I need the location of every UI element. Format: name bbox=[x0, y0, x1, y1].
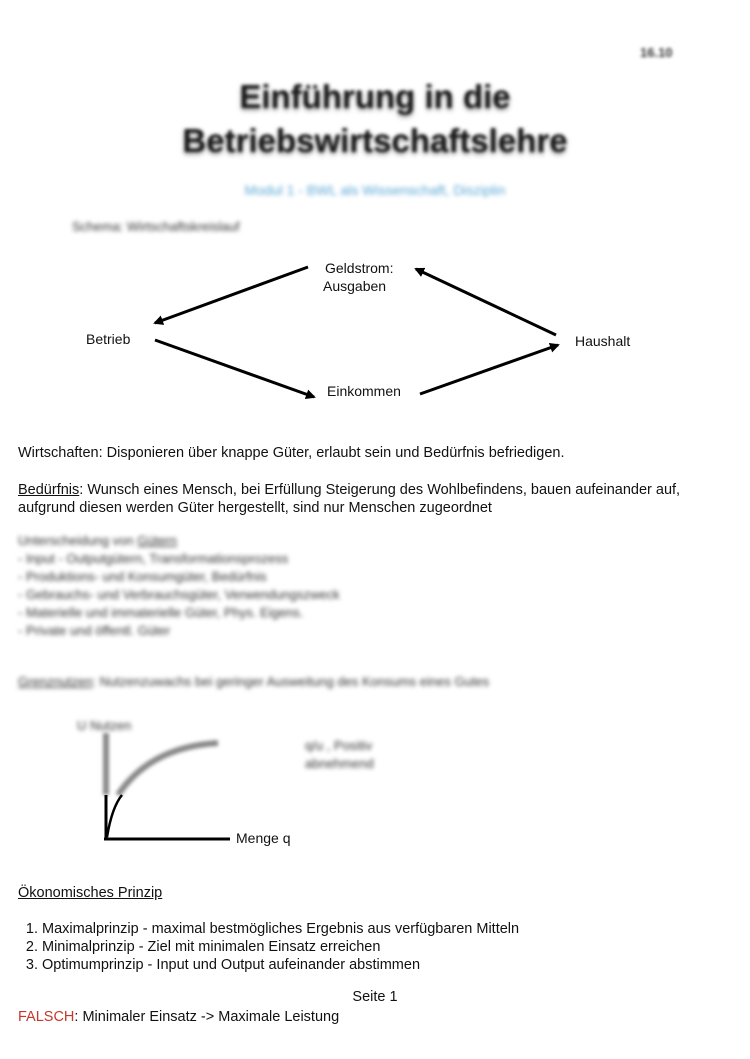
graph-note-line1: q/u , Positiv bbox=[305, 738, 373, 753]
graph-y-label: U Nutzen bbox=[77, 718, 132, 733]
page-number: Seite 1 bbox=[352, 989, 398, 1005]
arrow-to-einkommen bbox=[155, 340, 314, 397]
list-item: 1. Maximalprinzip - maximal bestmögliches Ergebnis aus verfügbaren Mitteln bbox=[42, 920, 730, 938]
page-title-line1: Einführung in die bbox=[239, 78, 511, 115]
schema-label: Schema: Wirtschaftskreislauf bbox=[72, 219, 240, 234]
arrow-to-betrieb bbox=[155, 267, 308, 323]
geldstrom-label bbox=[325, 259, 393, 295]
beduerfnis-term: Bedürfnis bbox=[18, 482, 80, 498]
list-item: - Produktions- und Konsumgüter, Bedürfnis bbox=[18, 569, 267, 584]
prinzip-list bbox=[18, 920, 730, 974]
graph-curve bbox=[107, 795, 122, 837]
date-label: 16.10 bbox=[640, 45, 673, 60]
page-subtitle: Modul 1 - BWL als Wissenschaft, Disziplin bbox=[244, 182, 506, 198]
falsch-term: FALSCH bbox=[18, 1009, 75, 1025]
list-item: - Input - Outputgütern, Transformationsprozess bbox=[18, 551, 289, 566]
falsch-text: : Minimaler Einsatz -> Maximale Leistung bbox=[74, 1009, 340, 1025]
haushalt-label: Haushalt bbox=[575, 333, 631, 349]
geldstrom-line2: Ausgaben bbox=[323, 278, 387, 294]
arrow-to-geldstrom bbox=[416, 269, 556, 335]
beduerfnis-paragraph bbox=[18, 481, 730, 517]
gueter-section bbox=[18, 532, 518, 640]
list-item: 2. Minimalprinzip - Ziel mit minimalen Einsatz erreichen bbox=[42, 938, 730, 956]
beduerfnis-text: : Wunsch eines Mensch, bei Erfüllung Steigerung des Wohlbefindens, bauen aufeinander auf, aufgrund diesen werden Güter hergestellt, sind nur Menschen zugeordnet bbox=[18, 482, 681, 516]
prinzip-heading: Ökonomisches Prinzip bbox=[18, 885, 163, 901]
graph-x-label: Menge q bbox=[236, 830, 291, 846]
gueter-heading-prefix: Unterscheidung von bbox=[18, 533, 138, 548]
page-title-line2: Betriebswirtschaftslehre bbox=[182, 122, 568, 159]
gueter-heading-term: Gütern bbox=[137, 533, 177, 548]
betrieb-label: Betrieb bbox=[86, 331, 131, 347]
list-item: - Private und öffentl. Güter bbox=[18, 623, 171, 638]
grenznutzen-text: : Nutzenzuwachs bei geringer Ausweitung des Konsums eines Gutes bbox=[92, 674, 490, 689]
wirtschaften-text: Wirtschaften: Disponieren über knappe Güter, erlaubt sein und Bedürfnis befriedigen. bbox=[18, 445, 565, 461]
utility-graph bbox=[90, 725, 240, 850]
graph-note-line2: abnehmend bbox=[305, 756, 374, 771]
arrow-to-haushalt bbox=[420, 345, 558, 394]
list-item: - Gebrauchs- und Verbrauchsgüter, Verwendungszweck bbox=[18, 587, 340, 602]
falsch-paragraph bbox=[18, 1008, 730, 1026]
geldstrom-line1: Geldstrom: bbox=[325, 260, 394, 276]
einkommen-label: Einkommen bbox=[327, 383, 401, 399]
graph-blurred-curve bbox=[118, 743, 218, 795]
grenznutzen-term: Grenznutzen bbox=[18, 674, 93, 689]
list-item: 3. Optimumprinzip - Input und Output aufeinander abstimmen bbox=[42, 956, 730, 974]
list-item: - Materielle und immaterielle Güter, Phys. Eigens. bbox=[18, 605, 304, 620]
gueter-heading bbox=[18, 532, 518, 550]
graph-note bbox=[305, 737, 374, 773]
grenznutzen-paragraph bbox=[18, 673, 718, 691]
